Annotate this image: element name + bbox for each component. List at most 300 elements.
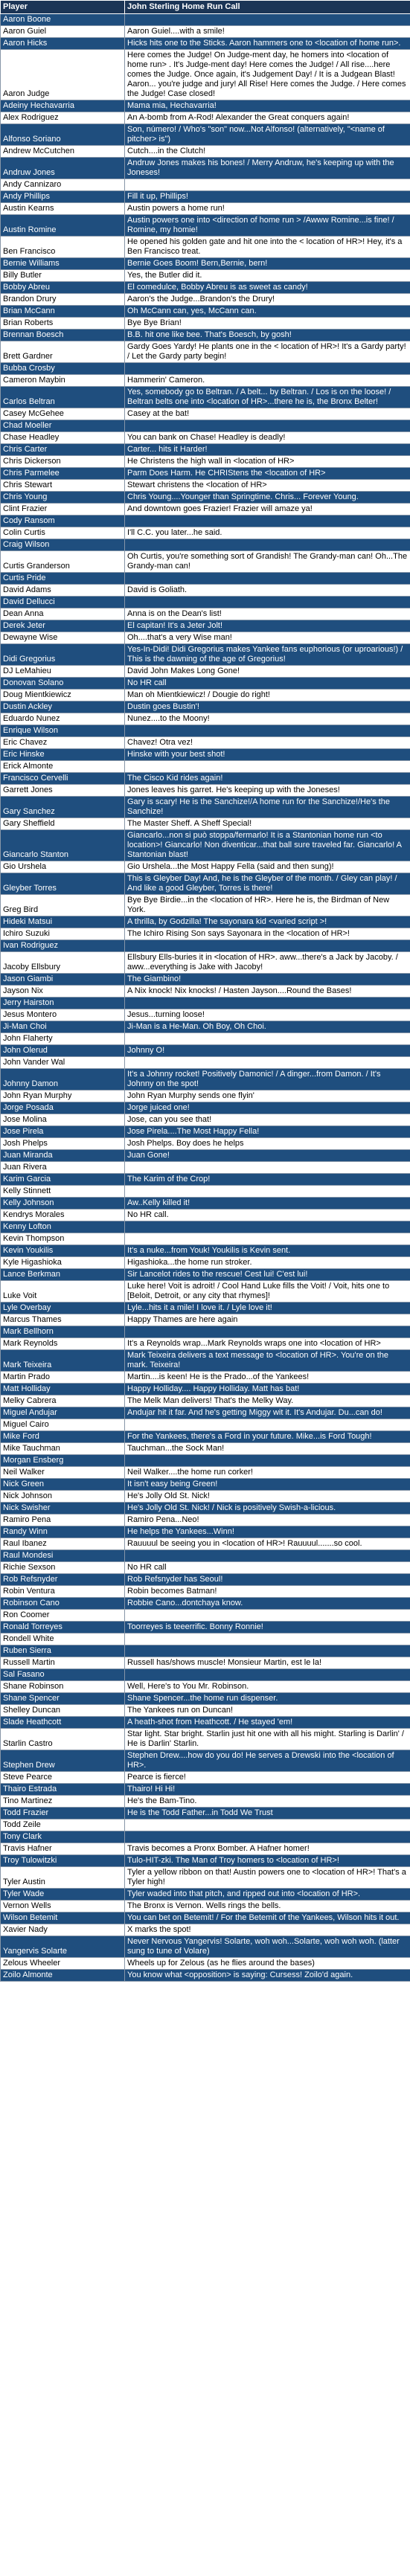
table-row [1,1669,410,1681]
home-run-call-cell: The Karim of the Crop! [125,1174,410,1186]
home-run-call-cell: No HR call [125,1562,410,1574]
table-row [1,1657,410,1669]
home-run-call-cell: Juan Gone! [125,1150,410,1162]
table-row [1,1045,410,1057]
player-name-cell: Chris Stewart [1,480,125,492]
home-run-call-cell: He opened his golden gate and hit one into the < location of HR>! Hey, it's a Ben Francisco treat. [125,237,410,258]
player-name-cell: Austin Kearns [1,203,125,215]
player-name-cell: Eric Hinske [1,749,125,761]
player-name-cell: Enrique Wilson [1,725,125,737]
table-row [1,1467,410,1479]
home-run-call-cell: Oh Curtis, you're something sort of Grandish! The Grandy-man can! Oh...The Grandy-man can! [125,551,410,573]
player-name-cell: Austin Romine [1,215,125,237]
home-run-call-cell [125,1831,410,1843]
home-run-call-cell: Ellsbury Ells-buries it in <location of HR>. aww...there's a Jack by Jacoby. / aww...everything is Jake with Jacoby! [125,952,410,974]
table-row [1,1889,410,1901]
table-row [1,215,410,237]
table-row [1,1610,410,1622]
table-row [1,818,410,830]
player-name-cell: Yangervis Solarte [1,1936,125,1958]
player-name-cell: Ruben Sierra [1,1645,125,1657]
player-name-cell: Erick Almonte [1,761,125,773]
table-row [1,1350,410,1372]
player-name-cell: Kevin Youkilis [1,1245,125,1257]
player-name-cell: Kenny Lofton [1,1221,125,1233]
table-row [1,1586,410,1598]
home-run-call-cell: It's a Johnny rocket! Positively Damonic! / A dinger...from Damon. / It's Johnny on the spot! [125,1069,410,1091]
table-row [1,632,410,644]
home-run-call-cell: Dustin goes Bustin'! [125,701,410,713]
player-name-cell: Hideki Matsui [1,916,125,928]
player-name-cell: Mark Reynolds [1,1338,125,1350]
player-name-cell: Alex Rodriguez [1,112,125,124]
table-row [1,1491,410,1503]
player-name-cell: Andruw Jones [1,158,125,179]
table-row [1,1784,410,1796]
table-row [1,26,410,38]
home-run-call-cell: El capitan! It's a Jeter Jolt! [125,620,410,632]
table-row [1,146,410,158]
player-name-cell: Mark Teixeira [1,1350,125,1372]
table-row [1,1634,410,1645]
home-run-call-cell: Gardy Goes Yardy! He plants one in the < location of HR>! It's a Gardy party! / Let the Gardy party begin! [125,341,410,363]
player-name-cell: Kelly Johnson [1,1198,125,1210]
player-name-cell: John Ryan Murphy [1,1091,125,1102]
home-run-call-cell: Parm Does Harm. He CHRIStens the <location of HR> [125,468,410,480]
player-name-cell: Donovan Solano [1,678,125,690]
table-row [1,1515,410,1526]
player-name-cell: Juan Miranda [1,1150,125,1162]
player-name-cell: Tyler Austin [1,1867,125,1889]
home-run-call-cell: A heath-shot from Heathcott. / He stayed 'em! [125,1717,410,1729]
home-run-call-cell [125,1550,410,1562]
home-run-call-cell: No HR call. [125,1210,410,1221]
player-name-cell: Shane Spencer [1,1693,125,1705]
home-run-call-cell: Johnny O! [125,1045,410,1057]
player-name-cell: Carlos Beltran [1,387,125,408]
home-run-call-cell: A Nix knock! Nix knocks! / Hasten Jayson....Round the Bases! [125,986,410,998]
player-name-cell: Jason Giambi [1,974,125,986]
table-row [1,1574,410,1586]
table-row [1,492,410,504]
home-run-call-cell: Tyler a yellow ribbon on that! Austin powers one to <location of HR>! That's a Tyler high! [125,1867,410,1889]
table-row [1,375,410,387]
player-name-cell: David Adams [1,585,125,597]
player-name-cell: Adeiny Hechavarria [1,100,125,112]
player-name-cell: Xavier Nady [1,1924,125,1936]
table-row [1,1705,410,1717]
table-row [1,1384,410,1395]
home-run-call-cell [125,179,410,191]
table-row [1,1924,410,1936]
home-run-call-cell [125,761,410,773]
player-name-cell: Colin Curtis [1,527,125,539]
table-row [1,1562,410,1574]
table-row [1,1645,410,1657]
player-name-cell: Chase Headley [1,432,125,444]
player-name-cell: Gleyber Torres [1,873,125,895]
home-run-call-cell: Chavez! Otra vez! [125,737,410,749]
table-row [1,1186,410,1198]
table-row [1,515,410,527]
player-name-cell: Cody Ransom [1,515,125,527]
home-run-call-cell: Toorreyes is teeerrific. Bonny Ronnie! [125,1622,410,1634]
table-row [1,1269,410,1281]
player-name-cell: Marcus Thames [1,1314,125,1326]
player-name-cell: Billy Butler [1,270,125,282]
home-run-call-cell [125,1221,410,1233]
table-row [1,952,410,974]
home-run-call-cell [125,1162,410,1174]
table-row [1,1395,410,1407]
home-run-call-cell [125,597,410,608]
table-row [1,974,410,986]
player-name-cell: Tino Martinez [1,1796,125,1808]
player-name-cell: Andrew McCutchen [1,146,125,158]
table-row [1,456,410,468]
player-name-cell: Richie Sexson [1,1562,125,1574]
home-run-call-cell [125,1645,410,1657]
home-run-call-cell: Happy Holliday.... Happy Holliday. Matt has bat! [125,1384,410,1395]
home-run-call-cell: Jesus...turning loose! [125,1009,410,1021]
table-row [1,1102,410,1114]
home-run-call-cell [125,940,410,952]
player-name-cell: Sal Fasano [1,1669,125,1681]
home-run-call-cell: He's the Bam-Tino. [125,1796,410,1808]
player-name-cell: Brennan Boesch [1,330,125,341]
player-name-cell: John Olerud [1,1045,125,1057]
player-name-cell: Jesus Montero [1,1009,125,1021]
home-run-call-cell [125,1610,410,1622]
player-name-cell: Johnny Damon [1,1069,125,1091]
table-row [1,1970,410,1982]
player-name-cell: Rondell White [1,1634,125,1645]
player-name-cell: Ivan Rodriguez [1,940,125,952]
player-name-cell: Travis Hafner [1,1843,125,1855]
home-run-call-cell: John Ryan Murphy sends one flyin' [125,1091,410,1102]
home-run-call-cell: The Giambino! [125,974,410,986]
player-name-cell: Aaron Judge [1,50,125,100]
player-name-cell: Tony Clark [1,1831,125,1843]
table-row [1,294,410,306]
table-row [1,191,410,203]
table-row [1,928,410,940]
player-name-cell: Kevin Thompson [1,1233,125,1245]
home-run-call-cell [125,1186,410,1198]
home-run-call-cell [125,515,410,527]
home-run-call-cell: Nunez....to the Moony! [125,713,410,725]
table-row [1,713,410,725]
player-name-cell: Curtis Granderson [1,551,125,573]
home-run-call-cell: Yes-In-Didi! Didi Gregorius makes Yankee fans euphorious (or uproarious!) / This is the dawning of the age of Gregorius! [125,644,410,666]
home-run-call-cell: Tauchman...the Sock Man! [125,1443,410,1455]
home-run-call-cell: Aw..Kelly killed it! [125,1198,410,1210]
table-row [1,1407,410,1419]
home-run-call-cell: Giancarlo...non si può stoppa/fermarlo! It is a Stantonian home run <to location>! Giancarlo! Non diventicar...that ball sure traveled far. Giancarlo! A Stantonian blast! [125,830,410,861]
player-name-cell: Andy Cannizaro [1,179,125,191]
table-row [1,306,410,318]
home-run-call-cell: The Ichiro Rising Son says Sayonara in the <location of HR>! [125,928,410,940]
player-name-cell: Craig Wilson [1,539,125,551]
home-run-call-cell: Jose, can you see that! [125,1114,410,1126]
player-name-cell: Martin Prado [1,1372,125,1384]
player-name-cell: Karim Garcia [1,1174,125,1186]
player-name-cell: DJ LeMahieu [1,666,125,678]
player-name-cell: Nick Johnson [1,1491,125,1503]
table-row [1,1431,410,1443]
player-name-cell: Todd Zeile [1,1819,125,1831]
player-name-cell: Josh Phelps [1,1138,125,1150]
player-column-header[interactable]: Player [1,1,125,14]
home-run-call-cell: Austin powers a home run! [125,203,410,215]
player-name-cell: Aaron Guiel [1,26,125,38]
player-name-cell: Mike Tauchman [1,1443,125,1455]
player-name-cell: Jose Pirela [1,1126,125,1138]
home-run-call-cell: David John Makes Long Gone! [125,666,410,678]
home-run-call-cell: The Master Sheff. A Sheff Special! [125,818,410,830]
table-row [1,387,410,408]
table-row [1,895,410,916]
player-name-cell: Clint Frazier [1,504,125,515]
home-run-call-cell [125,573,410,585]
player-name-cell: David Dellucci [1,597,125,608]
table-row [1,551,410,573]
home-run-call-cell: Aaron's the Judge...Brandon's the Drury! [125,294,410,306]
player-name-cell: Curtis Pride [1,573,125,585]
player-name-cell: Giancarlo Stanton [1,830,125,861]
home-run-call-cell: He helps the Yankees...Winn! [125,1526,410,1538]
player-name-cell: Chris Parmelee [1,468,125,480]
table-row [1,940,410,952]
table-row [1,1750,410,1772]
player-name-cell: Dean Anna [1,608,125,620]
table-row [1,678,410,690]
table-row [1,1091,410,1102]
home-run-call-cell: Hicks hits one to the Sticks. Aaron hammers one to <location of home run>. [125,38,410,50]
table-row [1,1372,410,1384]
home-run-call-cell: He is the Todd Father...in Todd We Trust [125,1808,410,1819]
home-run-call-cell: Sir Lancelot rides to the rescue! Cest lui! C'est lui! [125,1269,410,1281]
table-row [1,1622,410,1634]
call-column-header[interactable]: John Sterling Home Run Call [125,1,410,14]
home-run-call-cell: X marks the spot! [125,1924,410,1936]
table-row [1,785,410,797]
player-name-cell: Gary Sheffield [1,818,125,830]
table-row [1,1808,410,1819]
player-name-cell: Dustin Ackley [1,701,125,713]
player-name-cell: Brandon Drury [1,294,125,306]
home-run-call-cell: Bernie Goes Boom! Bern,Bernie, bern! [125,258,410,270]
player-name-cell: Chad Moeller [1,420,125,432]
home-run-call-cell: Luke here! Voit is adroit! / Cool Hand Luke fills the Voit! / Voit, hits one to [Beloit, Detroit, or any city that rhymes]! [125,1281,410,1303]
home-run-call-cell: Here comes the Judge! On Judge-ment day, he homers into <location of home run> . It's Judge-ment day! Here comes the Judge! / All rise....here comes the Judge. Once again, it's Judgement Day! / It is a Judgean Blast! Aaron... you're judge and jury! All Rise! Here comes the Judge. / Here comes the Judge! Case closed! [125,50,410,100]
home-run-call-cell [125,14,410,26]
home-run-call-cell: You can bank on Chase! Headley is deadly! [125,432,410,444]
table-row [1,1843,410,1855]
table-row [1,1550,410,1562]
table-row [1,258,410,270]
home-run-call-cell [125,1057,410,1069]
table-row [1,1221,410,1233]
home-run-call-cell: Never Nervous Yangervis! Solarte, woh woh...Solarte, woh woh woh. (latter sung to tune of Volare) [125,1936,410,1958]
player-name-cell: Miguel Cairo [1,1419,125,1431]
table-row [1,1831,410,1843]
home-run-call-cell [125,1669,410,1681]
home-run-call-cell: Hammerin' Cameron. [125,375,410,387]
table-row [1,1681,410,1693]
table-row [1,1867,410,1889]
table-row [1,158,410,179]
player-name-cell: Bubba Crosby [1,363,125,375]
home-run-call-cell: Bye Bye Brian! [125,318,410,330]
home-run-call-cell: Thairo! Hi Hi! [125,1784,410,1796]
table-row [1,1281,410,1303]
table-row [1,179,410,191]
player-name-cell: Melky Cabrera [1,1395,125,1407]
table-row [1,666,410,678]
player-name-cell: Jose Molina [1,1114,125,1126]
table-row [1,1126,410,1138]
home-run-call-cell: The Bronx is Vernon. Wells rings the bells. [125,1901,410,1912]
player-name-cell: Kelly Stinnett [1,1186,125,1198]
player-name-cell: Aaron Hicks [1,38,125,50]
home-run-call-cell: Jorge juiced one! [125,1102,410,1114]
table-row [1,701,410,713]
player-name-cell: Miguel Andujar [1,1407,125,1419]
home-run-call-cell: He Christens the high wall in <location of HR> [125,456,410,468]
home-run-call-cell: Travis becomes a Pronx Bomber. A Hafner homer! [125,1843,410,1855]
player-name-cell: Nick Swisher [1,1503,125,1515]
player-name-cell: Ron Coomer [1,1610,125,1622]
player-name-cell: Starlin Castro [1,1729,125,1750]
player-name-cell: Kendrys Morales [1,1210,125,1221]
table-row [1,761,410,773]
table-row [1,527,410,539]
player-name-cell: Shane Robinson [1,1681,125,1693]
home-run-call-cell [125,1819,410,1831]
table-row [1,504,410,515]
home-run-call-cell: Higashioka...the home run stroker. [125,1257,410,1269]
player-name-cell: Chris Dickerson [1,456,125,468]
home-run-call-cell: The Cisco Kid rides again! [125,773,410,785]
player-name-cell: Brian Roberts [1,318,125,330]
player-name-cell: Rob Refsnyder [1,1574,125,1586]
table-row [1,112,410,124]
home-run-call-cell [125,420,410,432]
player-name-cell: Robin Ventura [1,1586,125,1598]
home-run-call-cell: Lyle...hits it a mile! I love it. / Lyle love it! [125,1303,410,1314]
home-run-call-cell: For the Yankees, there's a Ford in your future. Mike...is Ford Tough! [125,1431,410,1443]
table-row [1,38,410,50]
player-name-cell: Lance Berkman [1,1269,125,1281]
player-name-cell: Luke Voit [1,1281,125,1303]
home-run-call-cell: Man oh Mientkiewicz! / Dougie do right! [125,690,410,701]
player-name-cell: Steve Pearce [1,1772,125,1784]
player-name-cell: Robinson Cano [1,1598,125,1610]
home-run-call-cell: El comedulce, Bobby Abreu is as sweet as candy! [125,282,410,294]
table-row [1,237,410,258]
player-name-cell: Lyle Overbay [1,1303,125,1314]
table-row [1,916,410,928]
table-row [1,1855,410,1867]
player-name-cell: Garrett Jones [1,785,125,797]
table-row [1,1069,410,1091]
home-run-call-cell: Yes, somebody go to Beltran. / A belt... by Beltran. / Los is on the loose! / Beltran belts one into <location of HR>...there he is, the Bronx Belter! [125,387,410,408]
player-name-cell: Alfonso Soriano [1,124,125,146]
home-run-call-cell: Casey at the bat! [125,408,410,420]
table-row [1,432,410,444]
player-name-cell: Brian McCann [1,306,125,318]
table-row [1,597,410,608]
home-run-call-cell: Son, número! / Who's "son" now...Not Alfonso! (alternatively, "<name of pitcher> is") [125,124,410,146]
home-run-call-cell: Stewart christens the <location of HR> [125,480,410,492]
player-name-cell: Todd Frazier [1,1808,125,1819]
player-name-cell: Jerry Hairston [1,998,125,1009]
home-run-call-cell [125,1326,410,1338]
player-name-cell: Thairo Estrada [1,1784,125,1796]
home-run-call-cell: Stephen Drew....how do you do! He serves a Drewski into the <location of HR>. [125,1750,410,1772]
home-run-call-cell: Pearce is fierce! [125,1772,410,1784]
home-run-call-cell: B.B. hit one like bee. That's Boesch, by gosh! [125,330,410,341]
player-name-cell: Ichiro Suzuki [1,928,125,940]
home-run-call-cell: It isn't easy being Green! [125,1479,410,1491]
home-run-call-cell: Aaron Guiel....with a smile! [125,26,410,38]
home-run-call-cell [125,1233,410,1245]
home-run-call-cell: Rob Refsnyder has Seoul! [125,1574,410,1586]
table-row [1,737,410,749]
player-name-cell: Dewayne Wise [1,632,125,644]
player-name-cell: Cameron Maybin [1,375,125,387]
table-row [1,873,410,895]
home-run-call-cell: An A-bomb from A-Rod! Alexander the Great conquers again! [125,112,410,124]
home-run-call-cell: Bye Bye Birdie...in the <location of HR>. Here he is, the Birdman of New York. [125,895,410,916]
table-row [1,1901,410,1912]
table-row [1,1526,410,1538]
player-name-cell: Chris Young [1,492,125,504]
player-name-cell: Kyle Higashioka [1,1257,125,1269]
home-run-call-cell: Andujar hit it far. And he's getting Miggy wit it. It's Andujar. Du...can do! [125,1407,410,1419]
player-name-cell: Chris Carter [1,444,125,456]
home-run-call-cell [125,539,410,551]
home-run-call-cell: Austin powers one into <direction of home run > /Awww Romine...is fine! / Romine, my homie! [125,215,410,237]
home-run-call-cell: Oh McCann can, yes, McCann can. [125,306,410,318]
player-name-cell: Doug Mientkiewicz [1,690,125,701]
home-run-call-cell: You know what <opposition> is saying: Cursess! Zoilo'd again. [125,1970,410,1982]
table-row [1,830,410,861]
player-name-cell: Francisco Cervelli [1,773,125,785]
player-name-cell: Andy Phillips [1,191,125,203]
home-run-call-cell: Ramiro Pena...Neo! [125,1515,410,1526]
home-run-call-cell: Hinske with your best shot! [125,749,410,761]
home-run-call-cell: Gary is scary! He is the Sanchize!/A home run for the Sanchize!/He's the Sanchize! [125,797,410,818]
table-row [1,100,410,112]
home-run-call-cell [125,998,410,1009]
table-row [1,270,410,282]
table-row [1,1772,410,1784]
table-row [1,986,410,998]
table-row [1,1936,410,1958]
player-name-cell: Wilson Betemit [1,1912,125,1924]
home-run-call-cell: Robbie Cano...dontchaya know. [125,1598,410,1610]
table-row [1,480,410,492]
home-run-call-cell: Chris Young....Younger than Springtime. Chris... Forever Young. [125,492,410,504]
home-run-call-cell: Cutch....in the Clutch! [125,146,410,158]
home-run-call-cell: Josh Phelps. Boy does he helps [125,1138,410,1150]
player-name-cell: Randy Winn [1,1526,125,1538]
table-row [1,1009,410,1021]
player-name-cell: Eric Chavez [1,737,125,749]
table-row [1,341,410,363]
